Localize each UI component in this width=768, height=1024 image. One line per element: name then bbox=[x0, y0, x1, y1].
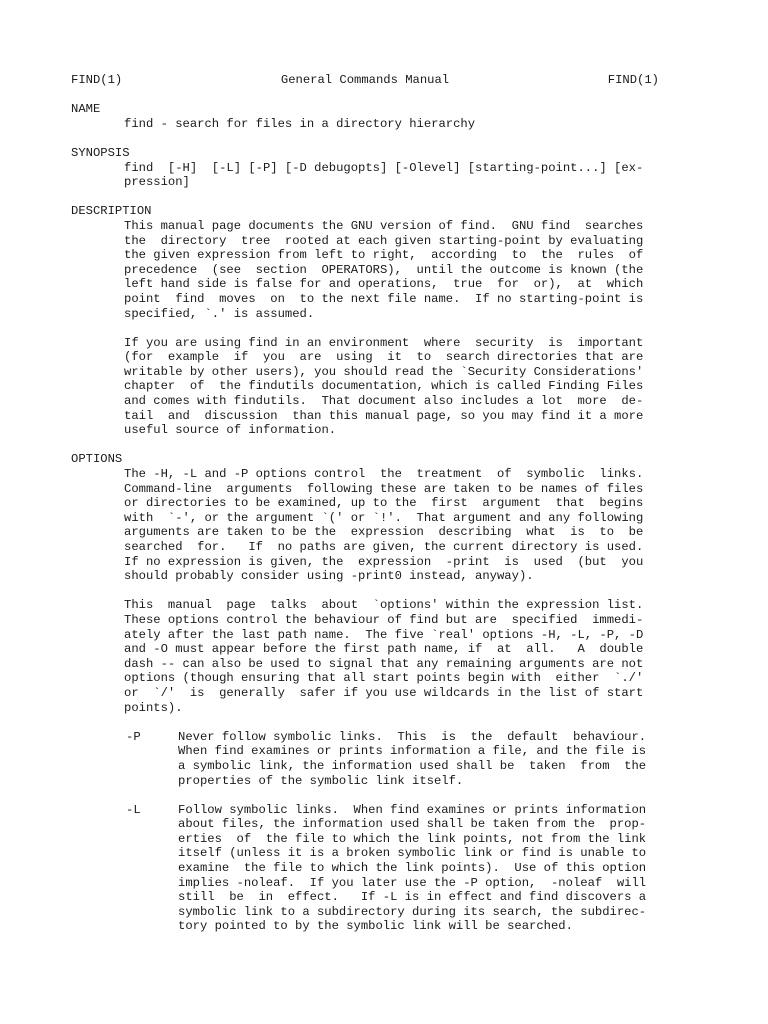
option-description: Follow symbolic links. When find examines or prints information about files, the information used shall be taken from the prop- erties of the file to which the link points, not from the link itself (unless it is a broken symbolic link or find is unable to examine the file to which the link points). Use of this option implies -noleaf. If you later use the -P option, -noleaf will still be in effect. If -L is in effect and find discovers a symbolic link to a subdirectory during its search, the subdirec- tory pointed to by the symbolic link will be searched. bbox=[178, 802, 647, 934]
options-paragraph-1: The -H, -L and -P options control the treatment of symbolic links. Command-line arguments following these are taken to be names of files or directories to be examined, up to the first argument that begins with `-', or the argument `(' or `!'. That argument and any following arguments are taken to be the expression describing what is to be searched for. If no paths are given, the current directory is used. If no expression is given, the expression -print is used (but you should probably consider using -print0 instead, anyway). bbox=[124, 467, 644, 584]
option-flag: -P bbox=[126, 729, 141, 744]
section-synopsis bbox=[71, 146, 659, 190]
option-description: Never follow symbolic links. This is the default behaviour. When find examines or prints information a file, and the file is a symbolic link, the information used shall be taken from the properties of the symbolic link itself. bbox=[178, 729, 647, 788]
synopsis-text: find [-H] [-L] [-P] [-D debugopts] [-Olevel] [starting-point...] [ex- pression] bbox=[124, 160, 644, 190]
section-title-options: OPTIONS bbox=[71, 452, 123, 467]
description-paragraph-1: This manual page documents the GNU version of find. GNU find searches the directory tree rooted at each given starting-point by evaluating the given expression from left to right, according to the rules of precedence (see section OPERATORS), until the outcome is known (the left hand side is false for and operations, true for or), at which point find moves on to the next file name. If no starting-point is specified, `.' is assumed. bbox=[124, 218, 644, 321]
option-entry-P bbox=[124, 730, 659, 788]
header-left: FIND(1) bbox=[71, 73, 123, 87]
name-text: find - search for files in a directory hierarchy bbox=[124, 116, 476, 131]
section-name bbox=[71, 102, 659, 131]
section-options bbox=[71, 452, 659, 934]
option-entry-L bbox=[124, 803, 659, 934]
header-right: FIND(1) bbox=[607, 73, 659, 87]
header-center: General Commands Manual bbox=[280, 73, 450, 87]
option-flag: -L bbox=[126, 802, 141, 817]
section-title-name: NAME bbox=[71, 102, 101, 117]
description-paragraph-2: If you are using find in an environment where security is important (for example if you are using it to search directories that are writable by other users), you should read the `Security Considerations' chapter of the findutils documentation, which is called Finding Files and comes with findutils. That document also includes a lot more de- tail and discussion than this manual page, so you may find it a more useful source of information. bbox=[124, 335, 644, 438]
man-header bbox=[71, 73, 659, 88]
section-title-description: DESCRIPTION bbox=[71, 204, 152, 219]
options-paragraph-2: This manual page talks about `options' within the expression list. These options control the behaviour of find but are specified immedi- ately after the last path name. The five `real' options -H, -L, -P, -D and -O must appear before the first path name, if at all. A double dash -- can also be used to signal that any remaining arguments are not options (though ensuring that all start points begin with either `./' or `/' is generally safer if you use wildcards in the list of start points). bbox=[124, 598, 644, 715]
man-page bbox=[71, 73, 659, 949]
section-description bbox=[71, 204, 659, 438]
section-title-synopsis: SYNOPSIS bbox=[71, 145, 130, 160]
